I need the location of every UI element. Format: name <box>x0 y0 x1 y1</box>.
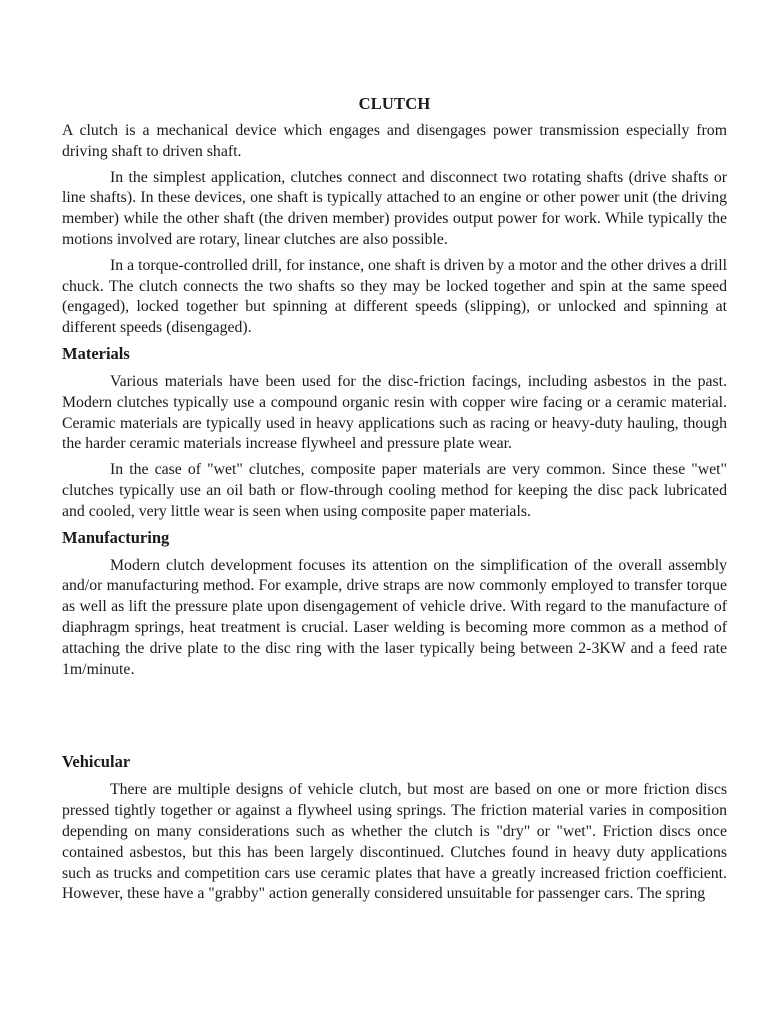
document-title: CLUTCH <box>358 94 431 113</box>
materials-paragraph: Various materials have been used for the disc-friction facings, including asbestos in the past. Modern clutches typically use a compound organic resin with copper wire facing or a ceramic material. Ceramic materials are typically used in heavy applications such as racing or heavy-duty hauling, though the harder ceramic materials increase flywheel and pressure plate wear. <box>62 372 727 453</box>
manufacturing-heading: Manufacturing <box>62 527 170 547</box>
materials-paragraph: In the case of "wet" clutches, composite paper materials are very common. Since these "wet" clutches typically use an oil bath or flow-through cooling method for keeping the disc pack lubricated and cooled, very little wear is seen when using composite paper materials. <box>62 461 727 520</box>
manufacturing-paragraph: Modern clutch development focuses its attention on the simplification of the overall assembly and/or manufacturing method. For example, drive straps are now commonly employed to transfer torque as well as lift the pressure plate upon disengagement of vehicle drive. With regard to the manufacture of diaphragm springs, heat treatment is crucial. Laser welding is becoming more common as a method of attaching the drive plate to the disc ring with the laser typically being between 2-3KW and a feed rate 1m/minute. <box>62 556 727 678</box>
vehicular-paragraph: There are multiple designs of vehicle clutch, but most are based on one or more friction discs pressed tightly together or against a flywheel using springs. The friction material varies in composition depending on many considerations such as whether the clutch is "dry" or "wet". Friction discs once contained asbestos, but this has been largely discontinued. Clutches found in heavy duty applications such as trucks and competition cars use ceramic plates that have a greatly increased friction coefficient. However, these have a "grabby" action generally considered unsuitable for passenger cars. The spring <box>62 781 727 903</box>
document-page <box>62 93 727 905</box>
intro-paragraph: In the simplest application, clutches connect and disconnect two rotating shafts (drive shafts or line shafts). In these devices, one shaft is typically attached to an engine or other power unit (the driving member) while the other shaft (the driven member) provides output power for work. While typically the motions involved are rotary, linear clutches are also possible. <box>62 168 727 248</box>
vehicular-heading: Vehicular <box>62 752 131 772</box>
intro-paragraph: A clutch is a mechanical device which engages and disengages power transmission especially from driving shaft to driven shaft. <box>62 122 727 160</box>
intro-paragraph: In a torque-controlled drill, for instance, one shaft is driven by a motor and the other drives a drill chuck. The clutch connects the two shafts so they may be locked together and spin at the same speed (engaged), locked together but spinning at different speeds (slipping), or unlocked and spinning at different speeds (disengaged). <box>62 256 727 337</box>
materials-heading: Materials <box>62 343 130 363</box>
